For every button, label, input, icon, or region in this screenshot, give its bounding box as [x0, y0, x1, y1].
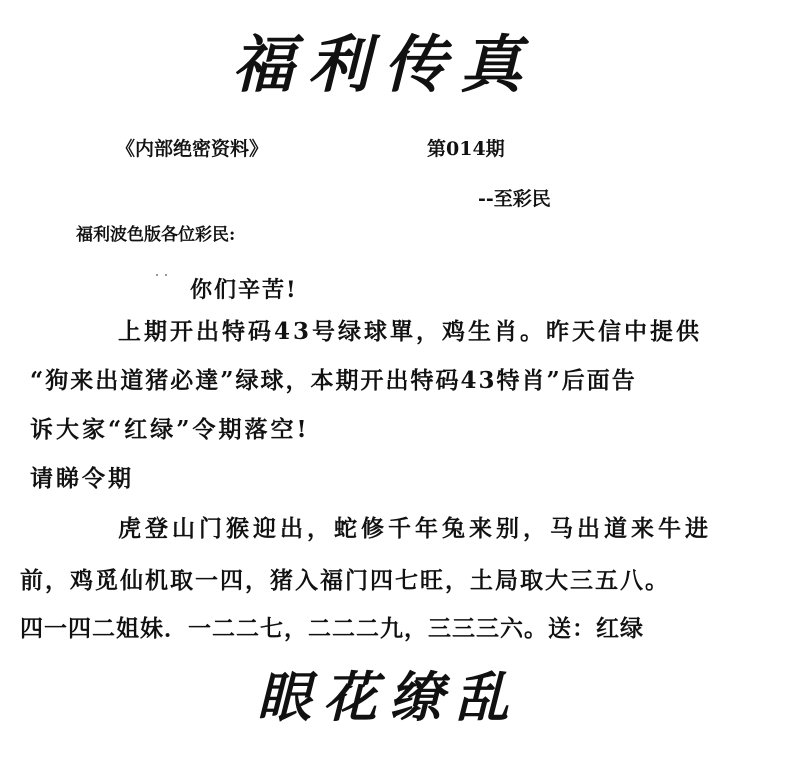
salutation: 福利波色版各位彩民:	[76, 225, 236, 245]
page-title: 福利传真	[232, 28, 537, 101]
body-line: 虎登山门猴迎出，蛇修千年兔来别，马出道来牛进	[118, 515, 712, 542]
issue-number: 第014期	[427, 138, 505, 160]
body-line: 四一四二姐妹．一二二七，二二二九，三三三六。送：红绿	[20, 615, 644, 642]
body-line: 请睇令期	[30, 465, 134, 492]
footer-title: 眼花缭乱	[257, 665, 521, 729]
scan-speck	[156, 274, 158, 276]
subtitle: 《内部绝密资料》	[116, 138, 269, 160]
signature: --至彩民	[478, 188, 551, 210]
body-line: 上期开出特码43号绿球單，鸡生肖。昨天信中提供	[118, 318, 703, 345]
body-line: “狗来出道猪必達”绿球，本期开出特码43特肖”后面告	[30, 367, 637, 394]
body-line: 诉大家“红绿”令期落空!	[30, 416, 310, 443]
scan-speck	[165, 274, 167, 276]
greeting: 你们辛苦!	[190, 277, 298, 303]
body-line: 前，鸡觅仙机取一四，猪入福门四七旺，土局取大三五八。	[20, 567, 670, 594]
